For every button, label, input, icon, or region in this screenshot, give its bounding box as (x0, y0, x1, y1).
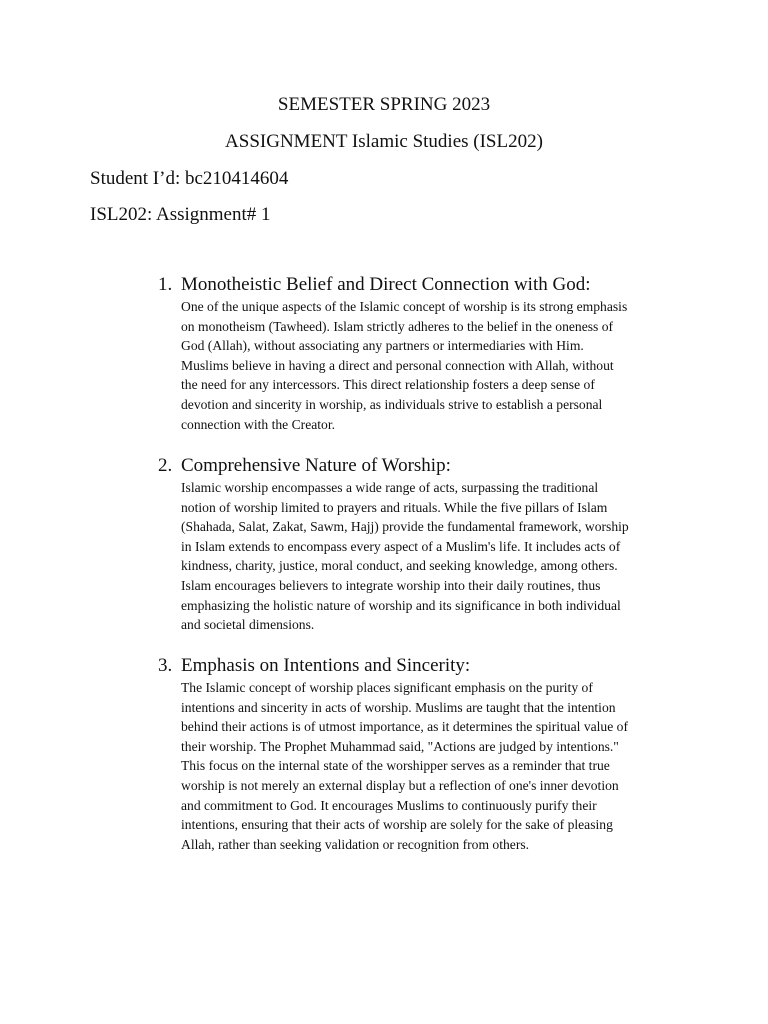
section-body (181, 678, 678, 854)
section-title: Emphasis on Intentions and Sincerity: (181, 655, 471, 676)
body-line: The Islamic concept of worship places significant emphasis on the purity of (181, 680, 593, 695)
body-line: connection with the Creator. (181, 416, 336, 432)
body-line: and commitment to God. It encourages Muslims to continuously purify their (181, 797, 597, 813)
body-line: and societal dimensions. (181, 617, 315, 633)
body-line: worship is not merely an external display but a reflection of one's inner devotion (181, 777, 619, 793)
body-line: Islamic worship encompasses a wide range of acts, surpassing the traditional (181, 480, 599, 495)
section-2 (158, 454, 678, 635)
section-number: 3. (158, 655, 173, 676)
section-title: Comprehensive Nature of Worship: (181, 455, 451, 476)
section-number: 1. (158, 274, 173, 295)
section-heading (158, 654, 678, 678)
body-line: This focus on the internal state of the worshipper serves as a reminder that true (181, 758, 610, 774)
section-number: 2. (158, 455, 173, 476)
semester-heading: SEMESTER SPRING 2023 (277, 94, 491, 115)
body-line: emphasizing the holistic nature of worship and its significance in both individual (181, 597, 621, 613)
section-body (181, 478, 678, 635)
body-line: One of the unique aspects of the Islamic concept of worship is its strong emphasis (181, 299, 628, 314)
body-line: in Islam extends to encompass every aspect of a Muslim's life. It includes acts of (181, 538, 621, 554)
section-body (181, 297, 678, 434)
section-1 (158, 273, 678, 434)
body-line: Islam encourages believers to integrate worship into their daily routines, thus (181, 577, 601, 593)
section-heading (158, 273, 678, 297)
assignment-number: ISL202: Assignment# 1 (90, 204, 271, 225)
body-line: Muslims believe in having a direct and personal connection with Allah, without (181, 357, 614, 373)
section-title: Monotheistic Belief and Direct Connection with God: (181, 274, 591, 295)
body-line: their worship. The Prophet Muhammad said, "Actions are judged by intentions." (181, 738, 619, 754)
section-3 (158, 654, 678, 854)
assignment-title: ASSIGNMENT Islamic Studies (ISL202) (225, 131, 543, 152)
body-line: the need for any intercessors. This direct relationship fosters a deep sense of (181, 377, 595, 393)
body-line: intentions and sincerity in acts of worship. Muslims are taught that the intention (181, 699, 616, 715)
body-line: notion of worship limited to prayers and rituals. While the five pillars of Islam (181, 499, 608, 515)
body-line: Allah, rather than seeking validation or recognition from others. (181, 836, 530, 852)
body-line: behind their actions is of utmost importance, as it determines the spiritual value of (181, 719, 628, 735)
body-line: (Shahada, Salat, Zakat, Sawm, Hajj) provide the fundamental framework, worship (181, 519, 629, 535)
section-heading (158, 454, 678, 478)
body-line: intentions, ensuring that their acts of worship are solely for the sake of pleasing (181, 817, 613, 833)
body-line: God (Allah), without associating any partners or intermediaries with Him. (181, 338, 584, 354)
body-line: on monotheism (Tawheed). Islam strictly adheres to the belief in the oneness of (181, 318, 614, 334)
body-line: kindness, charity, justice, moral conduct, and seeking knowledge, among others. (181, 558, 618, 574)
body-line: devotion and sincerity in worship, as individuals strive to establish a personal (181, 396, 603, 412)
student-id: Student I’d: bc210414604 (90, 168, 289, 189)
